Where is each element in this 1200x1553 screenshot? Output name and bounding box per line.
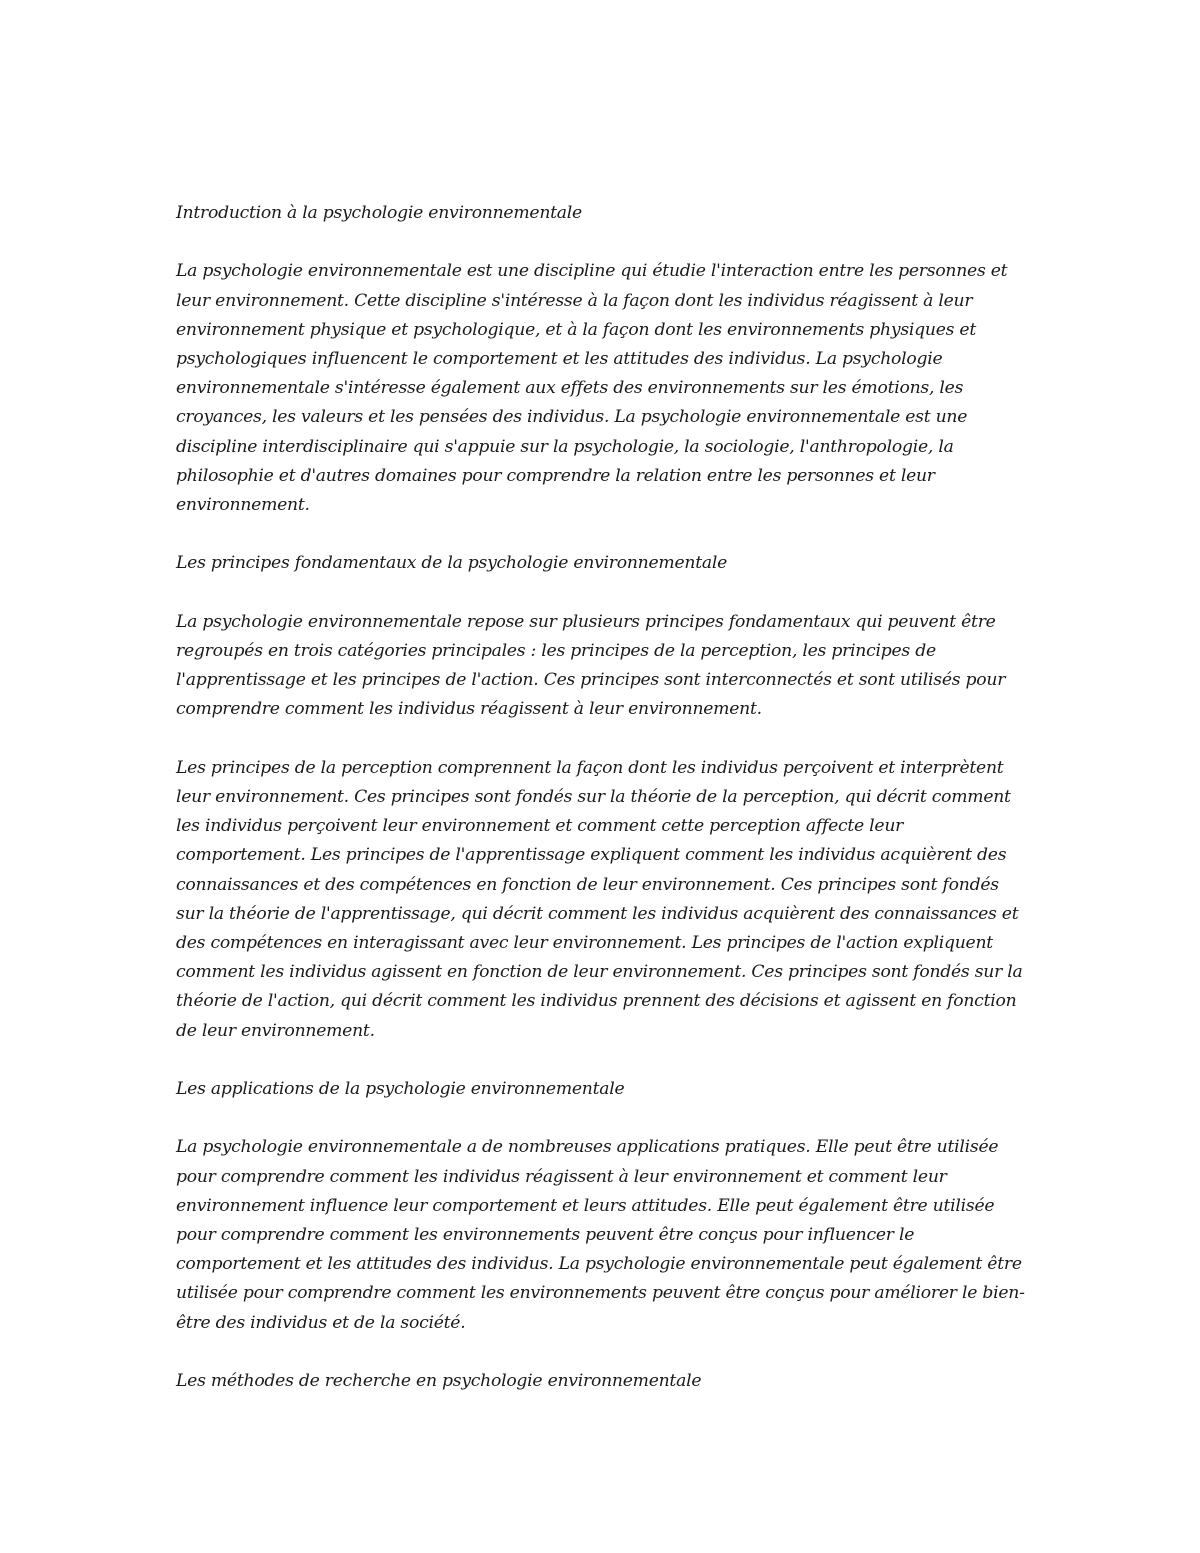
section-heading: Introduction à la psychologie environnementale [176,203,582,223]
body-paragraph: La psychologie environnementale a de nombreuses applications pratiques. Elle peut être utilisée pour comprendre comment les individus réagissent à leur environnement et comment leur environnement influence leur comportement et leurs attitudes. Elle peut également être utilisée pour comprendre comment les environnements peuvent être conçus pour influencer le comportement et les attitudes des individus. La psychologie environnementale peut également être utilisée pour comprendre comment les environnements peuvent être conçus pour améliorer le bien-être des individus et de la société. [176,1137,1025,1333]
section-heading: Les principes fondamentaux de la psychologie environnementale [176,553,728,574]
body-paragraph: Les principes de la perception comprennent la façon dont les individus perçoivent et interprètent leur environnement. Ces principes sont fondés sur la théorie de la perception, qui décrit comment les individus perçoivent leur environnement et comment cette perception affecte leur comportement. Les principes de l'apprentissage expliquent comment les individus acquièrent des connaissances et des compétences en fonction de leur environnement. Ces principes sont fondés sur la théorie de l'apprentissage, qui décrit comment les individus acquièrent des connaissances et des compétences en interagissant avec leur environnement. Les principes de l'action expliquent comment les individus agissent en fonction de leur environnement. Ces principes sont fondés sur la théorie de l'action, qui décrit comment les individus prennent des décisions et agissent en fonction de leur environnement. [176,757,1023,1041]
document-body [176,199,1026,1425]
body-paragraph: La psychologie environnementale est une discipline qui étudie l'interaction entre les personnes et leur environnement. Cette discipline s'intéresse à la façon dont les individus réagissent à leur environnement physique et psychologique, et à la façon dont les environnements physiques et psychologiques influencent le comportement et les attitudes des individus. La psychologie environnementale s'intéresse également aux effets des environnements sur les émotions, les croyances, les valeurs et les pensées des individus. La psychologie environnementale est une discipline interdisciplinaire qui s'appuie sur la psychologie, la sociologie, l'anthropologie, la philosophie et d'autres domaines pour comprendre la relation entre les personnes et leur environnement. [176,261,1008,516]
body-paragraph: La psychologie environnementale repose sur plusieurs principes fondamentaux qui peuvent être regroupés en trois catégories principales : les principes de la perception, les principes de l'apprentissage et les principes de l'action. Ces principes sont interconnectés et sont utilisés pour comprendre comment les individus réagissent à leur environnement. [176,611,1006,720]
section-heading: Les méthodes de recherche en psychologie environnementale [176,1371,702,1392]
section-heading: Les applications de la psychologie environnementale [176,1079,625,1100]
